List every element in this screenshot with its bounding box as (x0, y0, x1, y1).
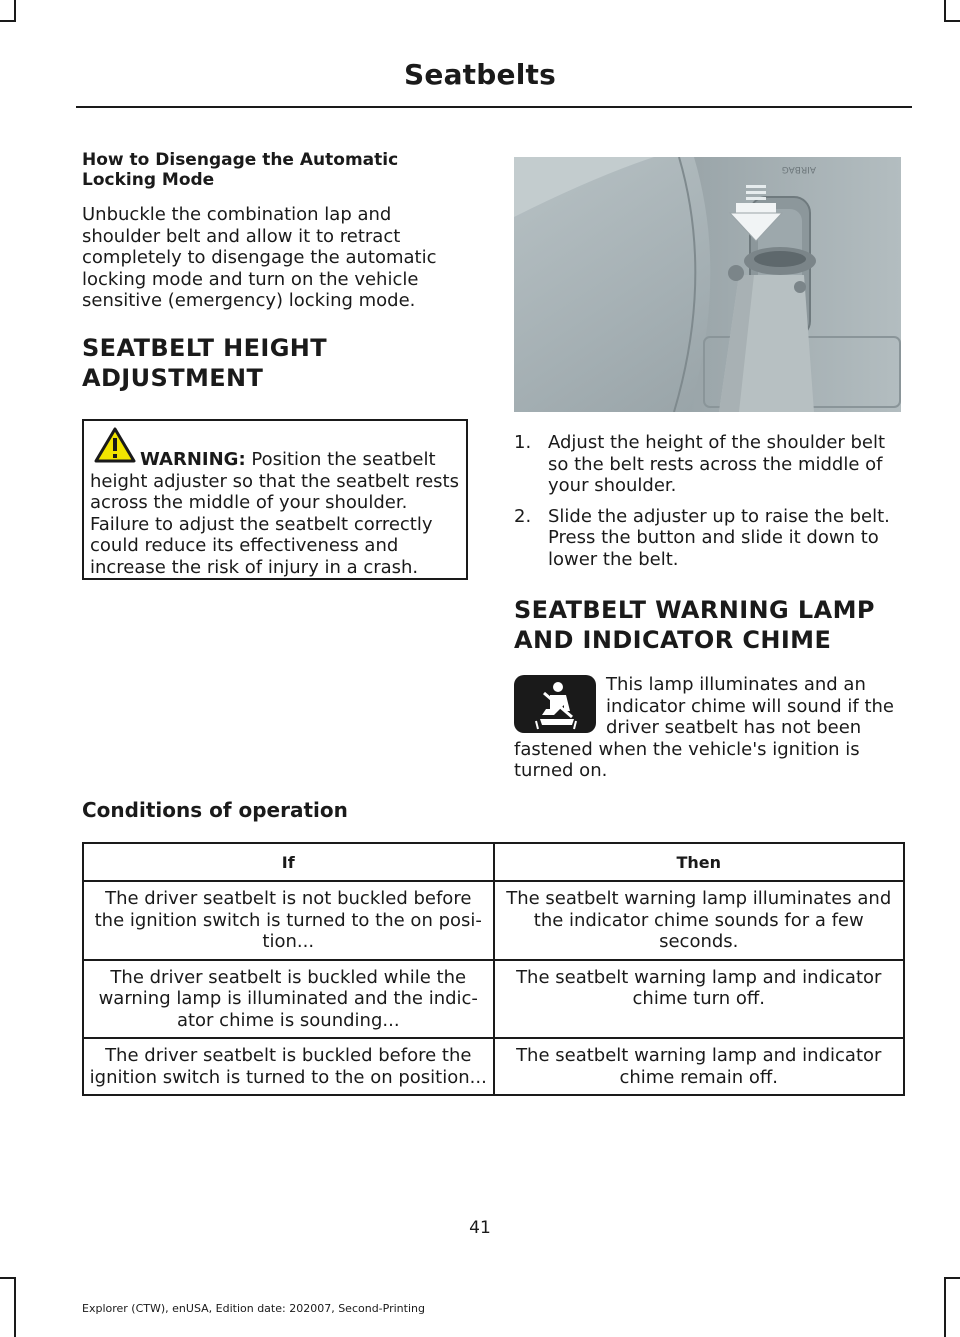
crop-mark (0, 20, 16, 22)
warning-text: Position the seatbelt height adjuster so that the seatbelt rests across the middle of your shoulder. Failure to adjust the seatbelt correctly could reduce its effectiveness and increase the risk of injury in a crash. (90, 449, 459, 578)
crop-mark (0, 1277, 16, 1279)
table-row (83, 1038, 904, 1095)
table-header-row (83, 843, 904, 881)
warning-lamp-heading-line1: SEATBELT WARNING LAMP (514, 596, 875, 624)
warning-lamp-text (514, 674, 907, 782)
crop-mark (14, 1277, 16, 1337)
seatbelt-adjuster-photo (514, 157, 901, 412)
warning-box (82, 419, 468, 580)
column-header-if: If (83, 843, 494, 881)
column-header-then: Then (494, 843, 905, 881)
list-item (514, 432, 906, 497)
step-number: 2. (514, 505, 532, 527)
warning-lamp-section (514, 596, 906, 654)
conditions-table (82, 842, 905, 1096)
condition-then-cell: The seatbelt warning lamp illuminates and the indicator chime sounds for a few seconds. (494, 881, 905, 960)
warning-text-block (90, 449, 460, 578)
condition-if-cell: The driver seatbelt is buckled while the warning lamp is illuminated and the indic-ator chime is sounding... (83, 960, 494, 1039)
warning-lamp-body: This lamp illuminates and an indicator chime will sound if the driver seatbelt has not been fastened when the vehicle's ignition is turned on. (514, 674, 894, 781)
step-text: Adjust the height of the shoulder belt so the belt rests across the middle of your shoulder. (548, 432, 886, 496)
condition-then-cell: The seatbelt warning lamp and indicator chime remain off. (494, 1038, 905, 1095)
step-text: Slide the adjuster up to raise the belt. Press the button and slide it down to lower the belt. (548, 505, 890, 570)
title-rule (76, 106, 912, 108)
edition-footer: Explorer (CTW), enUSA, Edition date: 202007, Second-Printing (82, 1302, 425, 1315)
condition-then-cell: The seatbelt warning lamp and indicator chime turn off. (494, 960, 905, 1039)
warning-lamp-heading-line2: AND INDICATOR CHIME (514, 626, 832, 654)
crop-mark (944, 20, 960, 22)
step-number: 1. (514, 432, 532, 453)
condition-if-cell: The driver seatbelt is not buckled before the ignition switch is turned to the on posi-tion... (83, 881, 494, 960)
list-item (514, 506, 906, 571)
crop-mark (944, 0, 946, 22)
warning-label: WARNING: (140, 449, 246, 470)
crop-mark (14, 0, 16, 22)
svg-text:AIRBAG: AIRBAG (781, 164, 816, 174)
left-column (82, 150, 474, 392)
condition-if-cell: The driver seatbelt is buckled before the ignition switch is turned to the on position... (83, 1038, 494, 1095)
disengage-body: Unbuckle the combination lap and shoulder belt and allow it to retract completely to disengage the automatic locking mode and turn on the vehicle sensitive (emergency) locking mode. (82, 204, 437, 311)
table-row (83, 881, 904, 960)
disengage-heading: How to Disengage the Automatic Locking Mode (82, 150, 399, 190)
crop-mark (944, 1277, 960, 1279)
height-adjust-heading-line1: SEATBELT HEIGHT (82, 333, 328, 362)
table-row (83, 960, 904, 1039)
page-number: 41 (469, 1218, 491, 1238)
crop-mark (944, 1277, 946, 1337)
warning-triangle-icon (94, 427, 136, 463)
page-title: Seatbelts (404, 58, 556, 91)
conditions-heading: Conditions of operation (82, 798, 348, 822)
height-adjust-heading-line2: ADJUSTMENT (82, 363, 264, 392)
adjust-steps (514, 432, 906, 579)
